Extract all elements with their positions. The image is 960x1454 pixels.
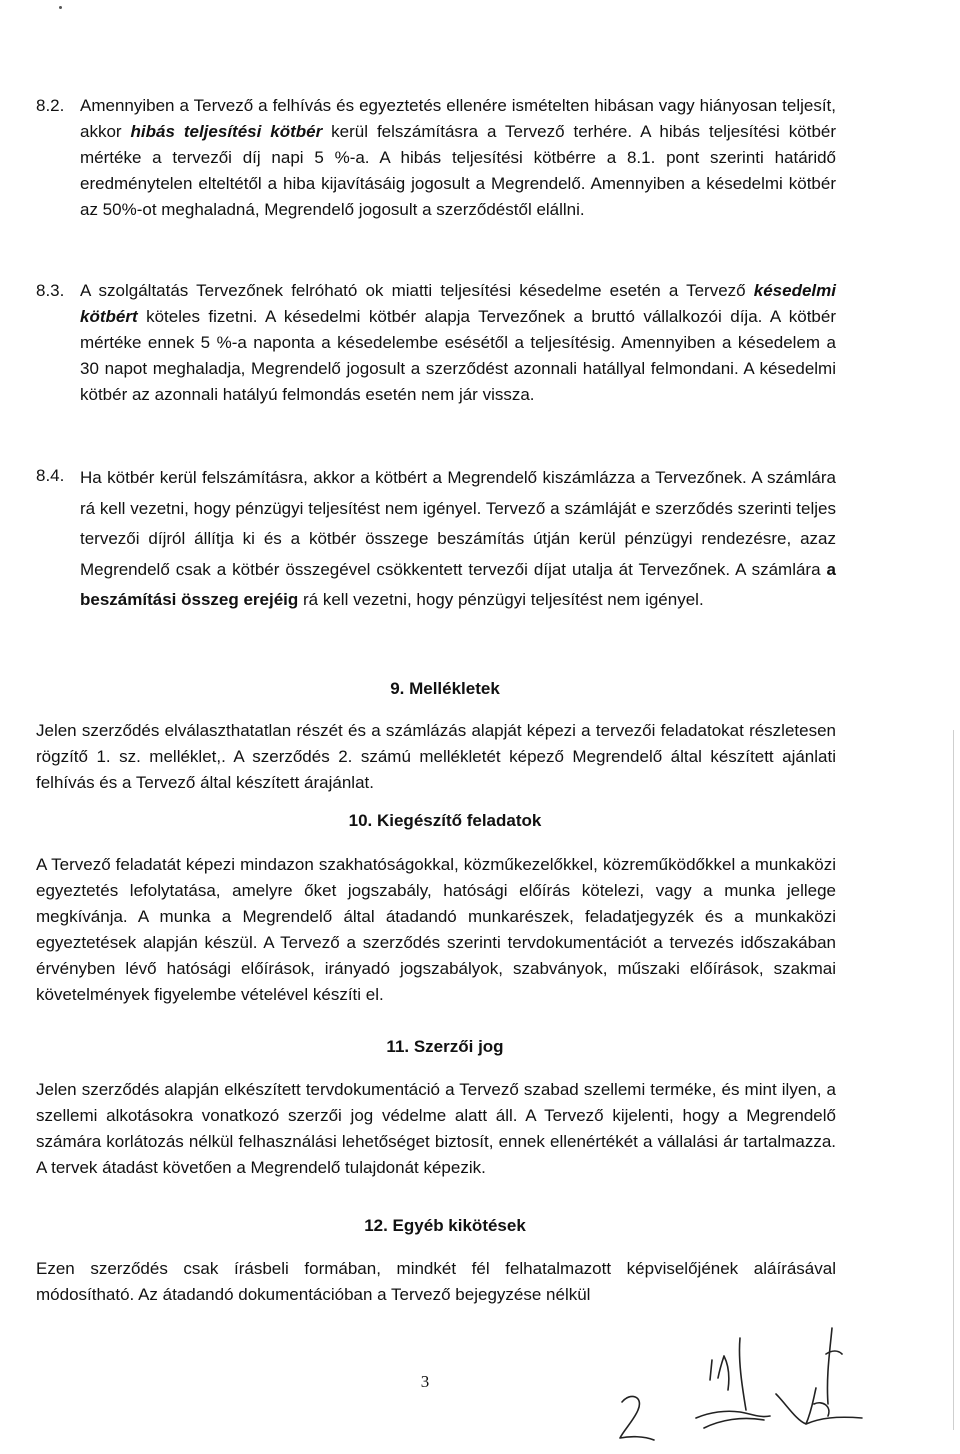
section-8-2-text: Amennyiben a Tervező a felhívás és egyeztetés ellenére ismételten hibásan vagy hiányosan teljesít, akkor hibás teljesítési kötbér kerül felszámításra a Tervező terhére. A hibás teljesítési kötbér mértéke a tervezői díj napi 5 %-a. A hibás teljesítési kötbérre a 8.1. pont szerinti határidő eredménytelen elteltétől a hiba kijavításáig jogosult a Megrendelő. Amennyiben a késedelmi kötbér az 50%-ot meghaladná, Megrendelő jogosult a szerződéstől elállni. [80,96,837,219]
signature-middle [696,1338,770,1418]
scan-edge-line [953,730,954,1430]
signature-right [776,1328,862,1424]
section-8-4-emphasis: a beszámítási összeg erejéig [80,559,836,609]
section-8-3-number: 8.3. [36,281,65,300]
section-8-2-emphasis: hibás teljesítési kötbér [130,122,323,141]
section-8-3-emphasis: késedelmi kötbért [80,281,836,326]
section-11-title: 11. Szerzői jog [386,1037,504,1056]
section-8-3-text: A szolgáltatás Tervezőnek felróható ok miatti teljesítési késedelme esetén a Tervező késedelmi kötbért köteles fizetni. A késedelmi kötbér alapja Tervezőnek a bruttó vállalkozói díja. A kötbér mértéke ennek 5 %-a naponta a késedelembe esésétől a teljesítésig. Amennyiben a késedelem a 30 napot meghaladja, Megrendelő jogosult a szerződést azonnali hatállyal felmondani. A késedelmi kötbér az azonnali hatályú felmondás esetén nem jár vissza. [80,281,836,404]
page-number: 3 [420,1372,430,1391]
section-8-2-number: 8.2. [36,96,65,115]
section-10-title: 10. Kiegészítő feladatok [348,811,542,830]
section-11-text: Jelen szerződés alapján elkészített tervdokumentáció a Tervező szabad szellemi terméke, és mint ilyen, a szellemi alkotásokra vonatkozó szerzői jog védelme alatt áll. A Tervező kijelenti, hogy a Megrendelő számára korlátozás nélkül felhasználási lehetőséget biztosít, ennek ellenértékét a vállalási ár tartalmazza. A tervek átadást követően a Megrendelő tulajdonát képezik. [36,1080,836,1177]
handwritten-signatures [600,1320,880,1450]
section-10-text: A Tervező feladatát képezi mindazon szakhatóságokkal, közműkezelőkkel, közreműködőkkel a munkaközi egyeztetés lefolytatása, amelyre őket jogszabály, hatósági előírás kötelezi, vagy a munka jellege megkívánja. A munka a Megrendelő által átadandó munkarészek, feladatjegyzék és a munkaközi egyeztetések alapján készül. A Tervező a szerződés szerinti tervdokumentációt a tervezés időszakában érvényben lévő hatósági előírások, irányadó jogszabályok, szabványok, műszaki előírások, szakmai követelmények figyelembe vételével készíti el. [36,855,836,1004]
section-8-4-number: 8.4. [36,466,65,485]
section-9-text: Jelen szerződés elválaszthatatlan részét és a számlázás alapját képezi a tervezői feladatokat részletesen rögzítő 1. sz. melléklet,. A szerződés 2. számú mellékletét képező Megrendelő által készített ajánlati felhívás és a Tervező által készített árajánlat. [36,721,836,792]
section-8-4-text: Ha kötbér kerül felszámításra, akkor a kötbért a Megrendelő kiszámlázza a Tervezőnek. A számlára rá kell vezetni, hogy pénzügyi teljesítést nem igényel. Tervező a számláját e szerződés szerinti teljes tervezői díjról állítja ki és a kötbér összege beszámítás útján kerül pénzügyi rendezésre, azaz Megrendelő csak a kötbér összegével csökkentett tervezői díjat utalja át Tervezőnek. A számlára a beszámítási összeg erejéig rá kell vezetni, hogy pénzügyi teljesítést nem igényel. [80,468,836,609]
initial-two [620,1396,654,1440]
section-12-title: 12. Egyéb kikötések [364,1216,526,1235]
section-12-text: Ezen szerződés csak írásbeli formában, mindkét fél felhatalmazott képviselőjének aláírásával módosítható. Az átadandó dokumentációban a Tervező bejegyzése nélkül [36,1259,836,1304]
scan-speck [59,6,62,9]
section-9-title: 9. Mellékletek [390,679,500,698]
